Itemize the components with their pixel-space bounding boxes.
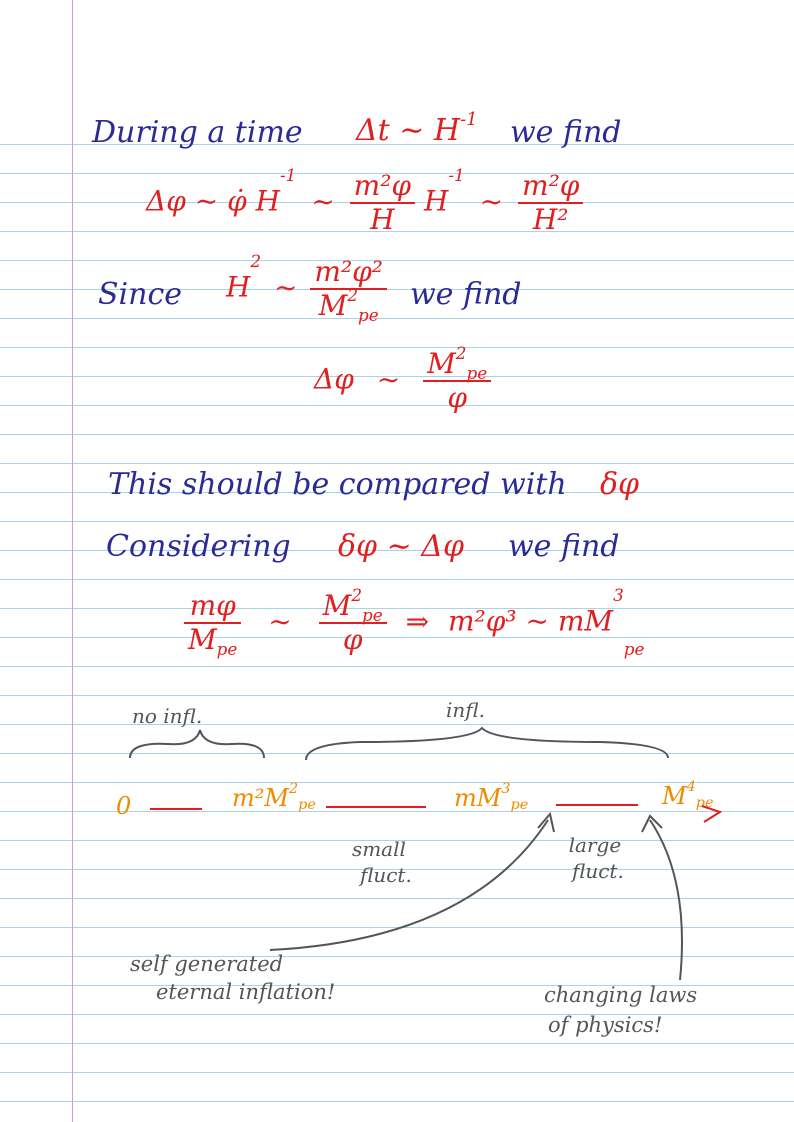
label-no-inflation: no infl. [132,704,203,728]
fraction-m2phi2-over-mpl2: $\frac{\text{m²φ²}}{M^2_{pe}}$ [310,258,387,320]
note-changing-laws: changing laws of physics! [544,983,698,1037]
line1-expression: Δt ∼ $H^{-1}$ [356,108,478,148]
brace-no-inflation [130,730,264,758]
line2-tail: we find [410,277,522,312]
fraction-mphi-over-mpl: $\frac{m\varphi}{M_{pe}}$ [184,592,241,654]
fraction-mpl2-over-phi: $\frac{M^2_{pe}}{\varphi}$ [423,350,491,412]
line-compared-with: This should be compared with [108,467,567,502]
line-since: Since [98,277,183,312]
axis-zero: 0 [116,792,132,820]
fraction-m2phi-over-h: $\frac{\text{m²φ}}{H}$ [350,172,415,234]
label-small-fluct: small fluct. [351,837,412,887]
arrow-self-generated [270,820,548,950]
arrow-changing-laws [650,820,682,980]
line1-text: During a time [92,115,303,150]
axis-point-mpl4: $M^4_{pe}$ [662,778,714,812]
note-self-generated: self generated eternal inflation! [130,952,336,1004]
fraction-mpl2-over-phi-2: $\frac{M^2_{pe}}{\varphi}$ [319,592,387,654]
label-large-fluct: large fluct. [568,833,624,883]
axis-point-m2mpl2: $m^2M^2_{pe}$ [232,780,316,814]
axis-point-mmpl3: $mM^3_{pe}$ [454,780,529,814]
line4-tail: we find [508,529,620,564]
equation-delta-phi-estimate: Δφ ∼ φ̇ $H^{-1}$ ∼ $\frac{\text{m²φ}}{H}$ $H^{-1}$ ∼ $\frac{\text{m²φ}}{\text{H²}}$ [146,172,583,234]
brace-inflation [306,728,668,760]
equation-delta-phi-result: Δφ ∼ $\frac{M^2_{pe}}{\varphi}$ [314,350,491,412]
line1-tail: we find [510,115,622,150]
fraction-m2phi-over-h2: $\frac{\text{m²φ}}{\text{H²}}$ [518,172,583,234]
line3-delta-phi: δφ [600,467,640,502]
equation-hubble-squared: $H^2$ ∼ $\frac{\text{m²φ²}}{M^2_{pe}}$ [226,258,387,320]
line4-expression: δφ ∼ Δφ [338,529,464,564]
arrow-end-axis [702,806,720,822]
line-considering: Considering [106,529,291,564]
label-inflation: infl. [446,698,485,722]
equation-threshold: $\frac{m\varphi}{M_{pe}}$ ∼ $\frac{M^2_{pe}}{\varphi}$ ⇒ m²φ³ ∼ $mM^3_{pe}$ [184,592,644,654]
